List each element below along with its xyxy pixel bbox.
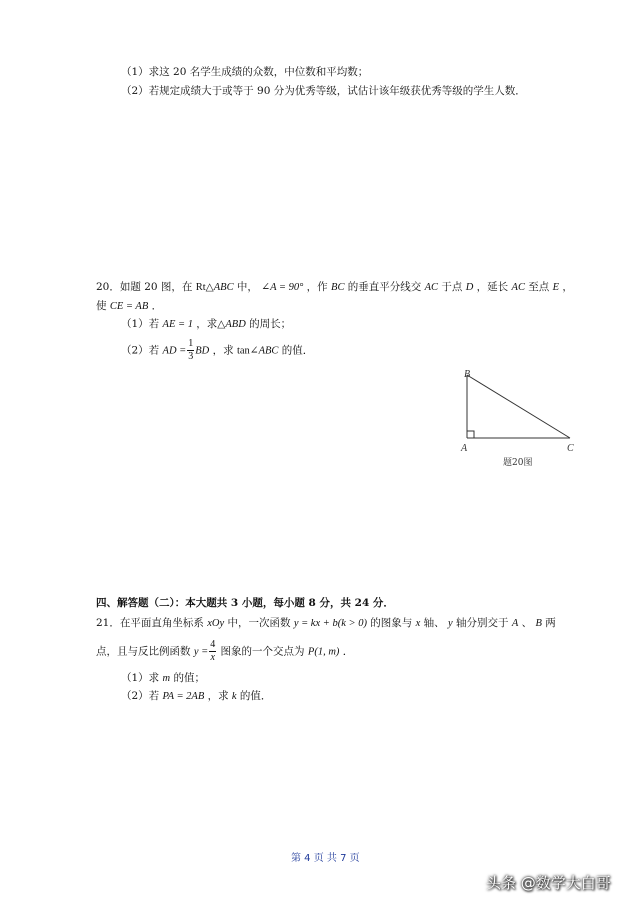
q20-number: 20． (96, 281, 120, 293)
q20-angle-abc: ∠ABC (249, 345, 279, 357)
q20-part2-text: ，求 (209, 344, 237, 357)
q21-text: 的图象与 (366, 617, 416, 629)
q21-p: P (307, 646, 315, 658)
q20-part1-text: （1）若 (121, 318, 163, 330)
q20-abc: ABC (213, 282, 234, 293)
segment-bc (467, 375, 570, 438)
right-angle-mark (467, 431, 474, 438)
q21-stem-line1 (96, 617, 556, 631)
section4-title: 四、解答题（二）：本大题共 3 小题，每小题 8 分，共 24 分． (96, 597, 394, 609)
q21-pa-2ab: PA = 2AB (162, 691, 205, 702)
q20-text: 至点 (524, 281, 553, 293)
q21-part2-text: （2）若 (121, 690, 163, 702)
figure-caption: 题20图 (503, 458, 533, 468)
q20-ad: AD = (162, 345, 187, 357)
q21-fraction-numerator: 4 (210, 639, 216, 650)
q20-text: ，延长 (473, 281, 512, 293)
q19-part1: （1）求这 20 名学生成绩的众数，中位数和平均数； (121, 66, 369, 78)
q21-text: 、 (518, 617, 536, 629)
q20-ac: AC (424, 282, 439, 293)
q20-bc: BC (331, 282, 345, 293)
label-b: B (464, 369, 471, 380)
q20-stem-line2 (96, 300, 162, 314)
q21-part1-text: （1）求 (121, 672, 163, 684)
q21-part2 (121, 690, 271, 704)
q20-part2 (121, 339, 313, 362)
watermark: 头条 @数学大白哥 (486, 874, 611, 892)
q20-fraction-denominator: 3 (188, 351, 194, 362)
q20-ac: AC (511, 282, 525, 293)
q21-text: 两 (541, 617, 556, 629)
q21-part1 (121, 672, 205, 686)
q21-p-coordinates: (1, m) (314, 646, 340, 658)
q19-part2: （2）若规定成绩大于或等于 90 分为优秀等级，试估计该年级获优秀等级的学生人数． (121, 85, 526, 97)
q20-fraction (187, 339, 194, 362)
q20-text: 如题 20 图，在 (119, 281, 196, 293)
q21-number: 21． (96, 617, 120, 629)
q20-stem-line1 (96, 281, 573, 295)
q21-part1-text: 的值； (170, 672, 205, 684)
q20-angle-a: ∠A = 90° (261, 282, 304, 293)
label-c: C (567, 443, 574, 454)
q21-text: 轴分别交于 (452, 617, 512, 629)
q20-abd: △ABD (217, 319, 246, 330)
page-number: 第 4 页 共 7 页 (291, 853, 360, 864)
q20-text: 的垂直平分线交 (344, 281, 425, 293)
q21-text: 图象的一个交点为 (217, 645, 308, 658)
q21-text: 中，一次函数 (224, 617, 294, 629)
q21-text: ． (339, 645, 354, 658)
q20-part1 (121, 318, 291, 332)
q21-y: y (448, 618, 453, 629)
q21-linear-function: y = kx + b (293, 618, 338, 629)
q21-text: 点，且与反比例函数 (96, 645, 194, 658)
q20-text: ， (559, 281, 573, 293)
q20-bd: BD (195, 345, 210, 357)
q21-xoy: xOy (207, 618, 225, 629)
q20-text: 中， (233, 281, 262, 293)
label-a: A (461, 443, 468, 454)
q21-y-equals: y = (193, 646, 209, 658)
q21-text: 轴、 (420, 617, 449, 629)
q20-part2-text: 的值． (278, 344, 314, 357)
q21-stem-line2 (96, 640, 353, 663)
q20-text: ，作 (303, 281, 332, 293)
q20-fraction-numerator: 1 (188, 338, 194, 349)
q21-m: m (162, 673, 171, 684)
q21-fraction (209, 640, 216, 663)
q20-e: E (552, 282, 560, 293)
q20-ce-ab: CE = AB (109, 301, 149, 312)
q21-x: x (415, 618, 421, 629)
q20-triangle-symbol: △ (205, 281, 214, 293)
q20-tan: tan (236, 345, 250, 357)
q21-text: 在平面直角坐标系 (119, 617, 208, 629)
q20-part1-text: ，求 (192, 318, 218, 330)
q20-rt: Rt (195, 282, 206, 293)
q21-condition: (k > 0) (337, 618, 367, 629)
q20-triangle-figure (455, 365, 585, 475)
q20-part2-text: （2）若 (121, 344, 163, 357)
q20-d: D (465, 282, 474, 293)
q21-fraction-denominator: x (210, 652, 215, 663)
q20-ae-1: AE = 1 (162, 319, 193, 330)
q21-k: k (231, 691, 237, 702)
q21-part2-text: ，求 (204, 690, 232, 702)
q21-a: A (511, 618, 519, 629)
q20-part1-text: 的周长； (245, 318, 292, 330)
q21-part2-text: 的值． (236, 690, 272, 702)
q20-text: 使 (96, 300, 110, 312)
q20-text: 于点 (438, 281, 466, 293)
q21-b: B (535, 618, 542, 629)
q20-text: ． (148, 300, 163, 312)
